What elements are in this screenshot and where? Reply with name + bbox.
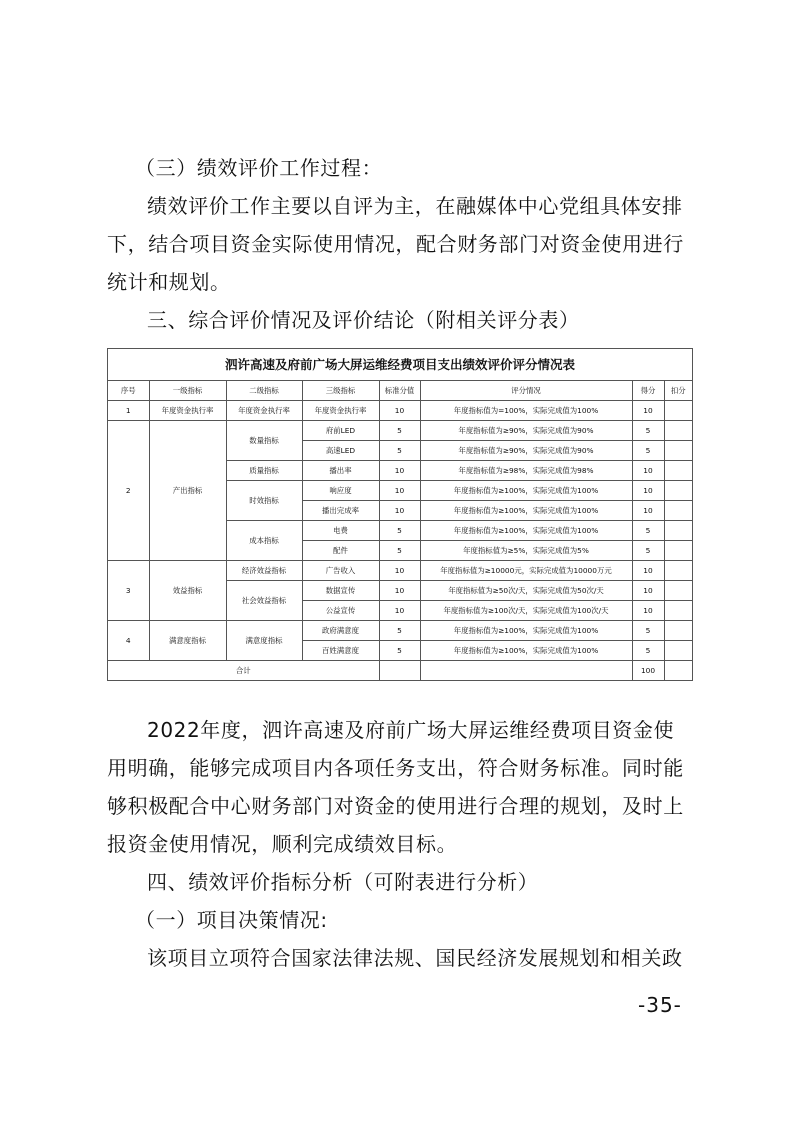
conclusion-paragraph: 2022年度，泗许高速及府前广场大屏运维经费项目资金使用明确，能够完成项目内各项任务支出，符合财务标准。同时能够积极配合中心财务部门对资金的使用进行合理的规划，及时上报资金使用情况，顺利完成绩效目标。 [107, 718, 684, 856]
cell-score: 5 [632, 441, 664, 461]
header-deduction: 扣分 [664, 381, 692, 401]
cell-level2: 经济效益指标 [226, 561, 302, 581]
cell-level2: 社会效益指标 [226, 581, 302, 621]
cell-deduct [664, 481, 692, 501]
cell-desc: 年度指标值为≥10000元，实际完成值为10000万元 [420, 561, 632, 581]
cell-desc: 年度指标值为=100%，实际完成值为100% [420, 401, 632, 421]
cell-deduct [664, 641, 692, 661]
table-total-row [108, 661, 692, 681]
cell-level2: 质量指标 [226, 461, 302, 481]
total-empty-desc [420, 661, 632, 681]
cell-level3: 公益宣传 [302, 601, 379, 621]
cell-deduct [664, 521, 692, 541]
cell-standard: 5 [379, 421, 420, 441]
cell-deduct [664, 601, 692, 621]
cell-level1: 年度资金执行率 [149, 401, 226, 421]
cell-level3: 配件 [302, 541, 379, 561]
cell-level2: 时效指标 [226, 481, 302, 521]
cell-score: 10 [632, 581, 664, 601]
section-three-heading: 三、综合评价情况及评价结论（附相关评分表） [147, 308, 580, 332]
cell-standard: 5 [379, 641, 420, 661]
cell-seq: 1 [108, 401, 149, 421]
cell-standard: 10 [379, 461, 420, 481]
page-number: -35- [638, 993, 682, 1017]
table-title: 泗许高速及府前广场大屏运维经费项目支出绩效评价评分情况表 [108, 349, 692, 381]
cell-level3: 电费 [302, 521, 379, 541]
cell-seq: 3 [108, 561, 149, 621]
cell-level3: 响应度 [302, 481, 379, 501]
cell-score: 5 [632, 641, 664, 661]
cell-score: 5 [632, 541, 664, 561]
cell-level1: 产出指标 [149, 421, 226, 561]
total-label: 合计 [108, 661, 379, 681]
cell-standard: 10 [379, 401, 420, 421]
total-empty-deduct [664, 661, 692, 681]
cell-level2: 满意度指标 [226, 621, 302, 661]
cell-standard: 5 [379, 521, 420, 541]
cell-level3: 百姓满意度 [302, 641, 379, 661]
decision-paragraph: 该项目立项符合国家法律法规、国民经济发展规划和相关政 [147, 946, 683, 970]
cell-desc: 年度指标值为≥5%，实际完成值为5% [420, 541, 632, 561]
header-standard-score: 标准分值 [379, 381, 420, 401]
table-header-row [108, 381, 692, 401]
cell-desc: 年度指标值为≥100%，实际完成值为100% [420, 481, 632, 501]
cell-deduct [664, 541, 692, 561]
header-level3: 三级指标 [302, 381, 379, 401]
cell-level3: 播出完成率 [302, 501, 379, 521]
cell-score: 10 [632, 481, 664, 501]
header-scoring-details: 评分情况 [420, 381, 632, 401]
cell-score: 10 [632, 561, 664, 581]
header-seq: 序号 [108, 381, 149, 401]
table-row [108, 561, 692, 581]
cell-desc: 年度指标值为≥90%，实际完成值为90% [420, 421, 632, 441]
cell-deduct [664, 501, 692, 521]
cell-score: 10 [632, 461, 664, 481]
cell-desc: 年度指标值为≥90%，实际完成值为90% [420, 441, 632, 461]
cell-standard: 10 [379, 601, 420, 621]
cell-desc: 年度指标值为≥100%，实际完成值为100% [420, 641, 632, 661]
cell-level3: 数据宣传 [302, 581, 379, 601]
cell-level3: 广告收入 [302, 561, 379, 581]
section-four-heading: 四、绩效评价指标分析（可附表进行分析） [147, 870, 539, 894]
cell-seq: 2 [108, 421, 149, 561]
header-score: 得分 [632, 381, 664, 401]
cell-level2: 成本指标 [226, 521, 302, 561]
cell-score: 5 [632, 421, 664, 441]
score-table-grid [108, 381, 692, 680]
cell-level3: 播出率 [302, 461, 379, 481]
section-four-subheading: （一）项目决策情况: [135, 908, 328, 932]
cell-deduct [664, 401, 692, 421]
cell-deduct [664, 581, 692, 601]
cell-level3: 政府满意度 [302, 621, 379, 641]
cell-deduct [664, 421, 692, 441]
cell-desc: 年度指标值为≥100%，实际完成值为100% [420, 501, 632, 521]
header-level2: 二级指标 [226, 381, 302, 401]
total-score: 100 [632, 661, 664, 681]
cell-standard: 10 [379, 501, 420, 521]
cell-level1: 满意度指标 [149, 621, 226, 661]
section-three-subheading: （三）绩效评价工作过程： [135, 156, 383, 180]
table-row [108, 621, 692, 641]
cell-level3: 府前LED [302, 421, 379, 441]
header-level1: 一级指标 [149, 381, 226, 401]
total-empty-standard [379, 661, 420, 681]
cell-level2: 数量指标 [226, 421, 302, 461]
cell-score: 10 [632, 601, 664, 621]
cell-desc: 年度指标值为≥50次/天，实际完成值为50次/天 [420, 581, 632, 601]
table-row [108, 401, 692, 421]
cell-standard: 10 [379, 581, 420, 601]
cell-standard: 5 [379, 441, 420, 461]
cell-level1: 效益指标 [149, 561, 226, 621]
cell-deduct [664, 561, 692, 581]
cell-level2: 年度资金执行率 [226, 401, 302, 421]
process-paragraph: 绩效评价工作主要以自评为主，在融媒体中心党组具体安排下，结合项目资金实际使用情况，配合财务部门对资金使用进行统计和规划。 [107, 194, 684, 294]
cell-standard: 10 [379, 561, 420, 581]
cell-deduct [664, 621, 692, 641]
cell-score: 10 [632, 401, 664, 421]
cell-level3: 年度资金执行率 [302, 401, 379, 421]
cell-level3: 高速LED [302, 441, 379, 461]
table-row [108, 421, 692, 441]
cell-score: 10 [632, 501, 664, 521]
cell-deduct [664, 441, 692, 461]
cell-seq: 4 [108, 621, 149, 661]
cell-deduct [664, 461, 692, 481]
cell-desc: 年度指标值为≥100次/天，实际完成值为100次/天 [420, 601, 632, 621]
cell-score: 5 [632, 621, 664, 641]
cell-desc: 年度指标值为≥98%，实际完成值为98% [420, 461, 632, 481]
cell-desc: 年度指标值为≥100%，实际完成值为100% [420, 621, 632, 641]
cell-standard: 5 [379, 621, 420, 641]
evaluation-score-table [107, 348, 693, 681]
cell-standard: 10 [379, 481, 420, 501]
cell-standard: 5 [379, 541, 420, 561]
cell-score: 5 [632, 521, 664, 541]
cell-desc: 年度指标值为≥100%，实际完成值为100% [420, 521, 632, 541]
